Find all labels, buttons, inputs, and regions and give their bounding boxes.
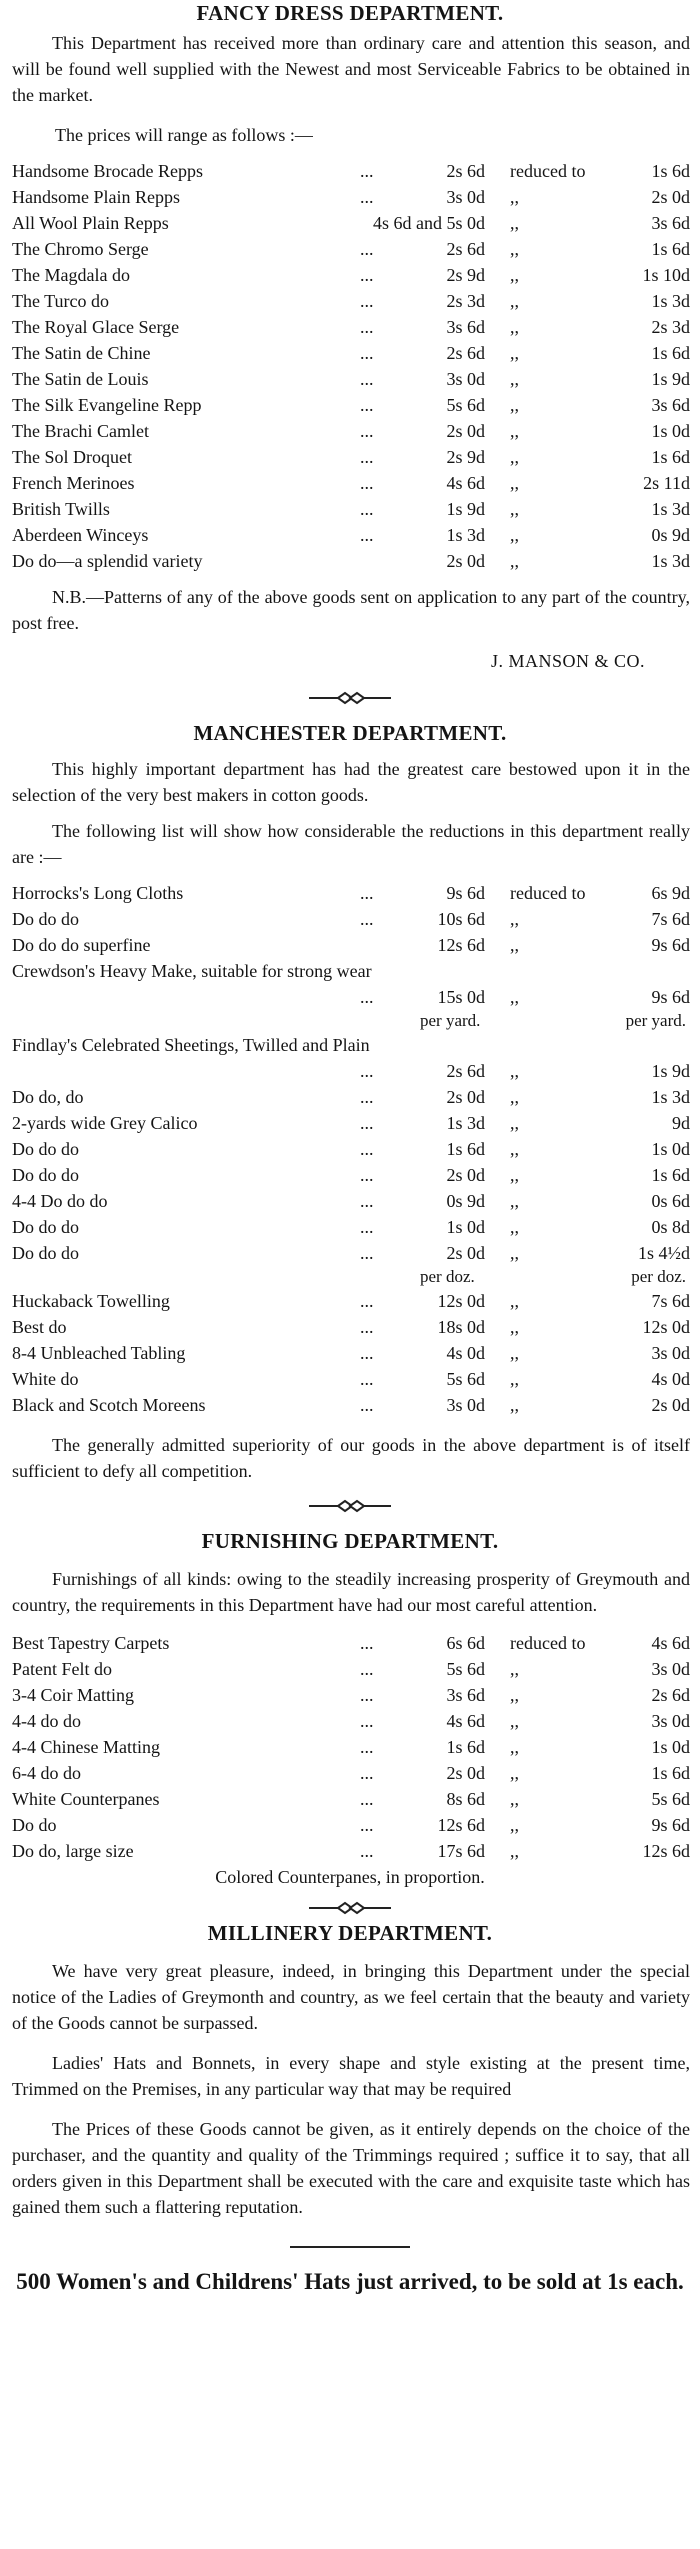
item-name: French Merinoes [12,473,135,493]
item-name: The Royal Glace Serge [12,317,180,337]
reduced-price: 2s 0d [651,1395,690,1415]
item-name: Do do, do [12,1087,84,1107]
reduced-price: 1s 6d [651,239,690,259]
reduction-label: reduced to [510,883,586,903]
original-price: 8s 6d [446,1789,485,1809]
fancy-dress-note: N.B.—Patterns of any of the above goods sent on application to any part of the country, post free. [12,587,690,633]
price-row [0,548,700,574]
item-name: Huckaback Towelling [12,1291,170,1311]
original-price: 1s 6d [446,1139,485,1159]
reduction-label: ,, [510,935,519,955]
reduced-price: 0s 9d [651,525,690,545]
fancy-dress-price-list [0,158,700,574]
item-name: The Sol Droquet [12,447,132,467]
item-name: Handsome Brocade Repps [12,161,203,181]
reduced-price: 1s 3d [651,1087,690,1107]
original-price: 6s 6d [446,1633,485,1653]
unit-label-row [0,1266,700,1288]
original-price: 10s 6d [437,909,485,929]
leader-dots: ... [360,161,374,181]
item-name: White do [12,1369,79,1389]
reduced-price: 2s 6d [651,1685,690,1705]
fancy-dress-intro: This Department has received more than ordinary care and attention this season, and will be found well supplied with the Newest and most Serviceable Fabrics to be obtained in the market. [12,33,690,105]
reduction-label: ,, [510,1113,519,1133]
item-name: Do do—a splendid variety [12,551,203,571]
reduced-price: 0s 6d [651,1191,690,1211]
original-price: 2s 6d [446,343,485,363]
price-row [0,1314,700,1340]
reduced-price: 5s 6d [651,1789,690,1809]
original-price: 1s 0d [446,1217,485,1237]
unit-label-was: per yard. [420,1011,481,1030]
leader-dots: ... [360,1711,374,1731]
leader-dots: ... [360,1737,374,1757]
price-row [0,1734,700,1760]
reduction-label: ,, [510,1763,519,1783]
item-name: Best Tapestry Carpets [12,1633,170,1653]
price-row [0,496,700,522]
item-name: The Satin de Louis [12,369,149,389]
leader-dots: ... [360,1061,374,1081]
price-row [0,1682,700,1708]
reduced-price: 4s 6d [651,1633,690,1653]
leader-dots: ... [360,265,374,285]
reduction-label: ,, [510,239,519,259]
reduced-price: 2s 0d [651,187,690,207]
original-price: 0s 9d [446,1191,485,1211]
item-name: White Counterpanes [12,1789,160,1809]
reduced-price: 3s 6d [651,395,690,415]
original-price: 12s 6d [437,935,485,955]
item-name: British Twills [12,499,110,519]
reduction-label: ,, [510,343,519,363]
reduction-label: ,, [510,187,519,207]
leader-dots: ... [360,1369,374,1389]
reduction-label: ,, [510,1815,519,1835]
item-name: Do do do [12,909,79,929]
original-price: 3s 0d [446,1395,485,1415]
reduced-price: 7s 6d [651,1291,690,1311]
price-row [0,418,700,444]
ornament-divider-icon [305,690,395,706]
furnishing-price-list [0,1630,700,1864]
fancy-dress-prices-lead: The prices will range as follows :— [55,125,313,145]
reduced-price: 1s 0d [651,1139,690,1159]
reduced-price: 2s 3d [651,317,690,337]
ornament-divider-icon [305,1498,395,1514]
item-name: Horrocks's Long Cloths [12,883,184,903]
leader-dots: ... [360,317,374,337]
reduction-label: ,, [510,987,519,1007]
fancy-dress-section [0,0,700,674]
unit-label-now: per yard. [625,1011,686,1030]
price-row [0,210,700,236]
price-row [0,262,700,288]
leader-dots: ... [360,473,374,493]
price-row [0,1760,700,1786]
price-row [0,1340,700,1366]
reduced-price: 7s 6d [651,909,690,929]
item-name: The Chromo Serge [12,239,149,259]
leader-dots: ... [360,1841,374,1861]
unit-label-was: per doz. [420,1267,475,1286]
reduction-label: ,, [510,1291,519,1311]
original-price: 3s 0d [446,369,485,389]
original-price: 2s 0d [446,1243,485,1263]
millinery-paragraph-2: Ladies' Hats and Bonnets, in every shape and style existing at the present time, Trimmed on the Premises, in any particular way that may be required [12,2053,690,2099]
price-row [0,444,700,470]
original-price: 2s 9d [446,265,485,285]
reduced-price: 9s 6d [651,987,690,1007]
reduced-price: 12s 0d [642,1317,690,1337]
reduction-label: ,, [510,525,519,545]
leader-dots: ... [360,883,374,903]
manchester-lead: The following list will show how considerable the reductions in this department really are :— [12,821,690,867]
reduction-label: ,, [510,1087,519,1107]
fancy-dress-heading: FANCY DRESS DEPARTMENT. [196,1,504,25]
original-price: 5s 6d [446,1659,485,1679]
leader-dots: ... [360,291,374,311]
leader-dots: ... [360,239,374,259]
reduced-price: 3s 0d [651,1711,690,1731]
leader-dots: ... [360,1815,374,1835]
item-name: Do do do [12,1165,79,1185]
price-row [0,184,700,210]
original-price: 2s 3d [446,291,485,311]
leader-dots: ... [360,909,374,929]
reduction-label: ,, [510,1217,519,1237]
leader-dots: ... [360,1317,374,1337]
price-row [0,1084,700,1110]
reduction-label: ,, [510,291,519,311]
reduced-price: 1s 10d [642,265,690,285]
item-name: Best do [12,1317,67,1337]
original-price: 5s 6d [446,395,485,415]
reduced-price: 3s 6d [651,213,690,233]
original-price: 18s 0d [437,1317,485,1337]
original-price: 5s 6d [446,1369,485,1389]
original-price: 4s 6d and 5s 0d [373,213,485,233]
reduction-label: ,, [510,447,519,467]
original-price: 3s 6d [446,317,485,337]
original-price: 4s 0d [446,1343,485,1363]
price-row [0,366,700,392]
leader-dots: ... [360,1087,374,1107]
item-name: The Brachi Camlet [12,421,149,441]
reduction-label: ,, [510,213,519,233]
original-price: 1s 9d [446,499,485,519]
leader-dots: ... [360,421,374,441]
leader-dots: ... [360,499,374,519]
leader-dots: ... [360,369,374,389]
price-row [0,1288,700,1314]
furnishing-heading: FURNISHING DEPARTMENT. [201,1529,499,1553]
price-row [0,236,700,262]
item-name: 2-yards wide Grey Calico [12,1113,198,1133]
reduced-price: 2s 11d [643,473,690,493]
item-name: Do do do superfine [12,935,151,955]
reduction-label: ,, [510,1685,519,1705]
item-name: The Magdala do [12,265,130,285]
price-row [0,392,700,418]
furnishing-intro: Furnishings of all kinds: owing to the steadily increasing prosperity of Greymouth and country, the requirements in this Department have had our most careful attention. [12,1569,690,1615]
price-row [0,314,700,340]
leader-dots: ... [360,1139,374,1159]
reduction-label: ,, [510,265,519,285]
price-row [0,932,700,958]
item-name: 3-4 Coir Matting [12,1685,134,1705]
item-name: 4-4 Chinese Matting [12,1737,160,1757]
reduction-label: ,, [510,1737,519,1757]
reduced-price: 4s 0d [651,1369,690,1389]
reduced-price: 1s 3d [651,291,690,311]
original-price: 9s 6d [446,883,485,903]
item-name: Patent Felt do [12,1659,112,1679]
reduced-price: 12s 6d [642,1841,690,1861]
reduction-label: ,, [510,1243,519,1263]
reduction-label: ,, [510,1061,519,1081]
leader-dots: ... [360,1343,374,1363]
original-price: 2s 6d [446,161,485,181]
reduced-price: 1s 3d [651,499,690,519]
original-price: 1s 6d [446,1737,485,1757]
reduction-label: ,, [510,1139,519,1159]
price-row [0,340,700,366]
leader-dots: ... [360,1191,374,1211]
millinery-paragraph-3: The Prices of these Goods cannot be given, as it entirely depends on the choice of the purchaser, and the quantity and quality of the Trimmings required ; suffice it to say, that all orders given in this Department shall be executed with the care and exquisite taste which has gained them such a flattering reputation. [12,2119,690,2217]
price-row [0,1214,700,1240]
reduced-price: 1s 6d [651,1763,690,1783]
leader-dots: ... [360,1633,374,1653]
reduction-label: ,, [510,1317,519,1337]
original-price: 3s 0d [446,187,485,207]
reduction-label: reduced to [510,1633,586,1653]
original-price: 17s 6d [437,1841,485,1861]
item-name: Do do, large size [12,1841,134,1861]
reduction-label: reduced to [510,161,586,181]
reduced-price: 1s 6d [651,1165,690,1185]
price-row [0,1392,700,1418]
original-price: 2s 6d [446,1061,485,1081]
original-price: 2s 9d [446,447,485,467]
original-price: 2s 0d [446,551,485,571]
original-price: 1s 3d [446,1113,485,1133]
item-name: Do do do [12,1243,79,1263]
leader-dots: ... [360,1763,374,1783]
item-name: 8-4 Unbleached Tabling [12,1343,186,1363]
leader-dots: ... [360,447,374,467]
item-name: 6-4 do do [12,1763,81,1783]
leader-dots: ... [360,395,374,415]
leader-dots: ... [360,1217,374,1237]
original-price: 2s 0d [446,1165,485,1185]
price-row [0,522,700,548]
manchester-intro: This highly important department has had the greatest care bestowed upon it in the selection of the very best makers in cotton goods. [12,759,690,805]
item-name: Do do do [12,1139,79,1159]
price-row [0,1656,700,1682]
manchester-heading: MANCHESTER DEPARTMENT. [193,721,507,745]
original-price: 3s 6d [446,1685,485,1705]
ornament-divider-icon [305,1900,395,1916]
leader-dots: ... [360,1165,374,1185]
reduction-label: ,, [510,395,519,415]
reduction-label: ,, [510,473,519,493]
item-name: 4-4 Do do do [12,1191,108,1211]
reduction-label: ,, [510,499,519,519]
price-row [0,1838,700,1864]
furnishing-note: Colored Counterpanes, in proportion. [215,1867,485,1887]
leader-dots: ... [360,1789,374,1809]
reduced-price: 1s 0d [651,1737,690,1757]
original-price: 2s 0d [446,421,485,441]
reduced-price: 9s 6d [651,1815,690,1835]
item-name: Findlay's Celebrated Sheetings, Twilled and Plain [12,1035,370,1055]
original-price: 4s 6d [446,1711,485,1731]
item-name: The Satin de Chine [12,343,151,363]
reduced-price: 1s 6d [651,447,690,467]
price-row [0,1240,700,1266]
reduction-label: ,, [510,1343,519,1363]
price-row [0,1110,700,1136]
reduction-label: ,, [510,317,519,337]
price-row [0,1136,700,1162]
reduction-label: ,, [510,1711,519,1731]
item-name: The Silk Evangeline Repp [12,395,202,415]
original-price: 12s 6d [437,1815,485,1835]
item-name: Do do [12,1815,57,1835]
leader-dots: ... [360,525,374,545]
reduction-label: ,, [510,1165,519,1185]
reduced-price: 3s 0d [651,1343,690,1363]
price-row [0,958,700,1010]
price-row [0,1630,700,1656]
price-row [0,1812,700,1838]
reduced-price: 9d [672,1113,690,1133]
leader-dots: ... [360,187,374,207]
item-name: Black and Scotch Moreens [12,1395,206,1415]
price-row [0,1366,700,1392]
reduction-label: ,, [510,1191,519,1211]
reduction-label: ,, [510,1369,519,1389]
price-row [0,1786,700,1812]
price-row [0,1162,700,1188]
reduction-label: ,, [510,1659,519,1679]
price-row [0,1032,700,1084]
reduced-price: 1s 6d [651,161,690,181]
manchester-price-list [0,880,700,1418]
manchester-closing: The generally admitted superiority of our goods in the above department is of itself sufficient to defy all competition. [12,1435,690,1481]
item-name: Do do do [12,1217,79,1237]
reduction-label: ,, [510,909,519,929]
original-price: 4s 6d [446,473,485,493]
price-row [0,880,700,906]
item-name: Handsome Plain Repps [12,187,180,207]
millinery-paragraph-1: We have very great pleasure, indeed, in bringing this Department under the special notice of the Ladies of Greymonth and country, as we feel certain that the beauty and variety of the Goods cannot be surpassed. [12,1961,690,2033]
reduced-price: 3s 0d [651,1659,690,1679]
reduced-price: 1s 6d [651,343,690,363]
reduced-price: 1s 9d [651,1061,690,1081]
original-price: 2s 0d [446,1763,485,1783]
price-row [0,288,700,314]
furnishing-section [0,1528,700,1890]
original-price: 2s 0d [446,1087,485,1107]
reduced-price: 9s 6d [651,935,690,955]
item-name: Crewdson's Heavy Make, suitable for strong wear [12,961,372,981]
leader-dots: ... [360,1243,374,1263]
reduction-label: ,, [510,1395,519,1415]
leader-dots: ... [360,1659,374,1679]
item-name: 4-4 do do [12,1711,81,1731]
signature: J. MANSON & CO. [490,651,645,671]
item-name: The Turco do [12,291,110,311]
leader-dots: ... [360,343,374,363]
leader-dots: ... [360,1291,374,1311]
price-row [0,470,700,496]
reduced-price: 0s 8d [651,1217,690,1237]
price-row [0,158,700,184]
reduction-label: ,, [510,1841,519,1861]
reduced-price: 1s 9d [651,369,690,389]
price-row [0,1708,700,1734]
item-name: All Wool Plain Repps [12,213,169,233]
original-price: 1s 3d [446,525,485,545]
unit-label-now: per doz. [631,1267,686,1286]
hats-arrival-notice: 500 Women's and Childrens' Hats just arrived, to be sold at 1s each. [16,2269,684,2294]
original-price: 2s 6d [446,239,485,259]
millinery-heading: MILLINERY DEPARTMENT. [207,1921,493,1945]
reduction-label: ,, [510,551,519,571]
reduced-price: 1s 0d [651,421,690,441]
section-rule [290,2246,410,2248]
leader-dots: ... [360,1395,374,1415]
reduction-label: ,, [510,421,519,441]
unit-label-row [0,1010,700,1032]
reduction-label: ,, [510,369,519,389]
reduced-price: 6s 9d [651,883,690,903]
leader-dots: ... [360,1113,374,1133]
original-price: 12s 0d [437,1291,485,1311]
reduction-label: ,, [510,1789,519,1809]
price-row [0,1188,700,1214]
leader-dots: ... [360,1685,374,1705]
manchester-section [0,720,700,1484]
price-row [0,906,700,932]
reduced-price: 1s 4½d [637,1243,690,1263]
reduced-price: 1s 3d [651,551,690,571]
leader-dots: ... [360,987,374,1007]
original-price: 15s 0d [437,987,485,1007]
millinery-section [0,1920,700,2220]
item-name: Aberdeen Winceys [12,525,149,545]
